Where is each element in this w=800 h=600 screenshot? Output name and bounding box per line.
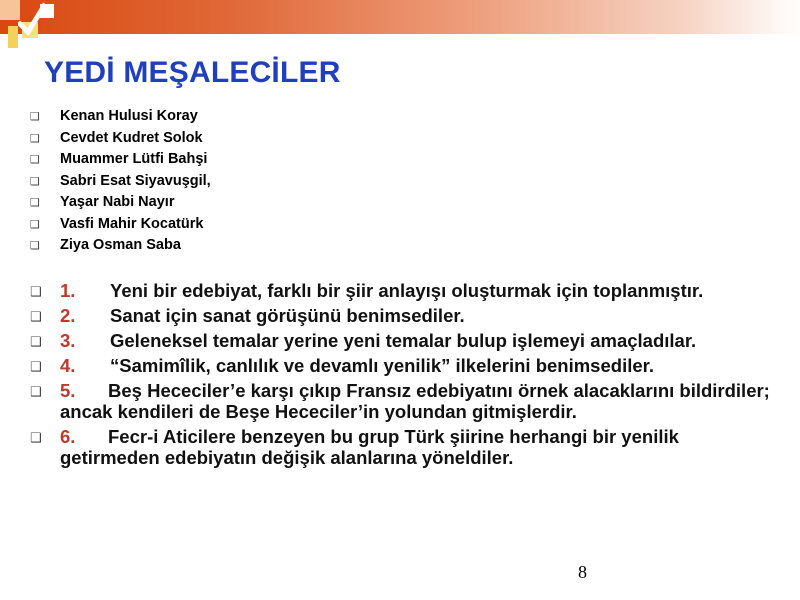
item-text: “Samimîlik, canlılık ve devamlı yenilik” ilkelerini benimsediler. <box>110 355 654 376</box>
list-item <box>30 192 211 214</box>
square-bullet-icon: ❑ <box>30 431 42 446</box>
list-item <box>30 280 780 301</box>
item-text: Sanat için sanat görüşünü benimsediler. <box>110 305 465 326</box>
member-name: Ziya Osman Saba <box>60 237 181 253</box>
item-number: 3. <box>60 330 76 351</box>
list-item <box>30 235 211 257</box>
square-bullet-icon: ❑ <box>30 239 40 252</box>
square-bullet-icon: ❑ <box>30 196 40 209</box>
item-text: Yeni bir edebiyat, farklı bir şiir anlayışı oluşturmak için toplanmıştır. <box>110 280 704 301</box>
square-bullet-icon: ❑ <box>30 217 40 231</box>
square-bullet-icon: ❑ <box>30 131 40 145</box>
square-bullet-icon: ❑ <box>30 153 40 166</box>
decor-square <box>0 0 20 20</box>
header-decorative-band <box>0 0 800 34</box>
member-name: Sabri Esat Siyavuşgil, <box>60 172 211 189</box>
square-bullet-icon: ❑ <box>30 310 42 325</box>
item-number: 1. <box>60 280 76 301</box>
item-number: 6. <box>60 426 76 447</box>
corner-decoration <box>0 0 60 52</box>
page-number: 8 <box>578 562 587 582</box>
square-bullet-icon: ❑ <box>30 335 42 350</box>
member-name: Cevdet Kudret Solok <box>60 129 203 146</box>
slide-title: YEDİ MEŞALECİLER <box>44 56 341 89</box>
list-item <box>30 380 780 422</box>
decor-square <box>8 26 18 48</box>
square-bullet-icon: ❑ <box>30 360 42 375</box>
list-item <box>30 426 780 468</box>
list-item <box>30 128 211 150</box>
list-item <box>30 106 211 128</box>
item-text: Beş Hececiler’e karşı çıkıp Fransız edebiyatını örnek alacaklarını bildirdiler; ancak kendileri de Beşe Hececiler’in yolundan gitmişlerdir. <box>60 380 770 422</box>
member-name: Yaşar Nabi Nayır <box>60 194 175 210</box>
item-number: 2. <box>60 305 76 326</box>
list-item <box>30 214 211 236</box>
square-bullet-icon: ❑ <box>30 174 40 188</box>
square-bullet-icon: ❑ <box>30 385 42 400</box>
checkmark-icon <box>18 2 46 42</box>
member-name: Vasfi Mahir Kocatürk <box>60 215 204 232</box>
list-item <box>30 355 780 376</box>
list-item <box>30 149 211 171</box>
item-number: 4. <box>60 355 76 376</box>
item-number: 5. <box>60 380 76 401</box>
item-text: Fecr-i Aticilere benzeyen bu grup Türk şiirine herhangi bir yenilik getirmeden edebiyatın değişik alanlarına yöneldiler. <box>60 426 679 468</box>
list-item <box>30 330 780 351</box>
list-item <box>30 305 780 326</box>
member-list <box>30 106 211 257</box>
square-bullet-icon: ❑ <box>30 285 42 300</box>
member-name: Muammer Lütfi Bahşi <box>60 151 208 167</box>
member-name: Kenan Hulusi Koray <box>60 108 198 124</box>
characteristics-list <box>30 280 780 472</box>
list-item <box>30 171 211 193</box>
square-bullet-icon: ❑ <box>30 110 40 123</box>
item-text: Geleneksel temalar yerine yeni temalar bulup işlemeyi amaçladılar. <box>110 330 697 351</box>
